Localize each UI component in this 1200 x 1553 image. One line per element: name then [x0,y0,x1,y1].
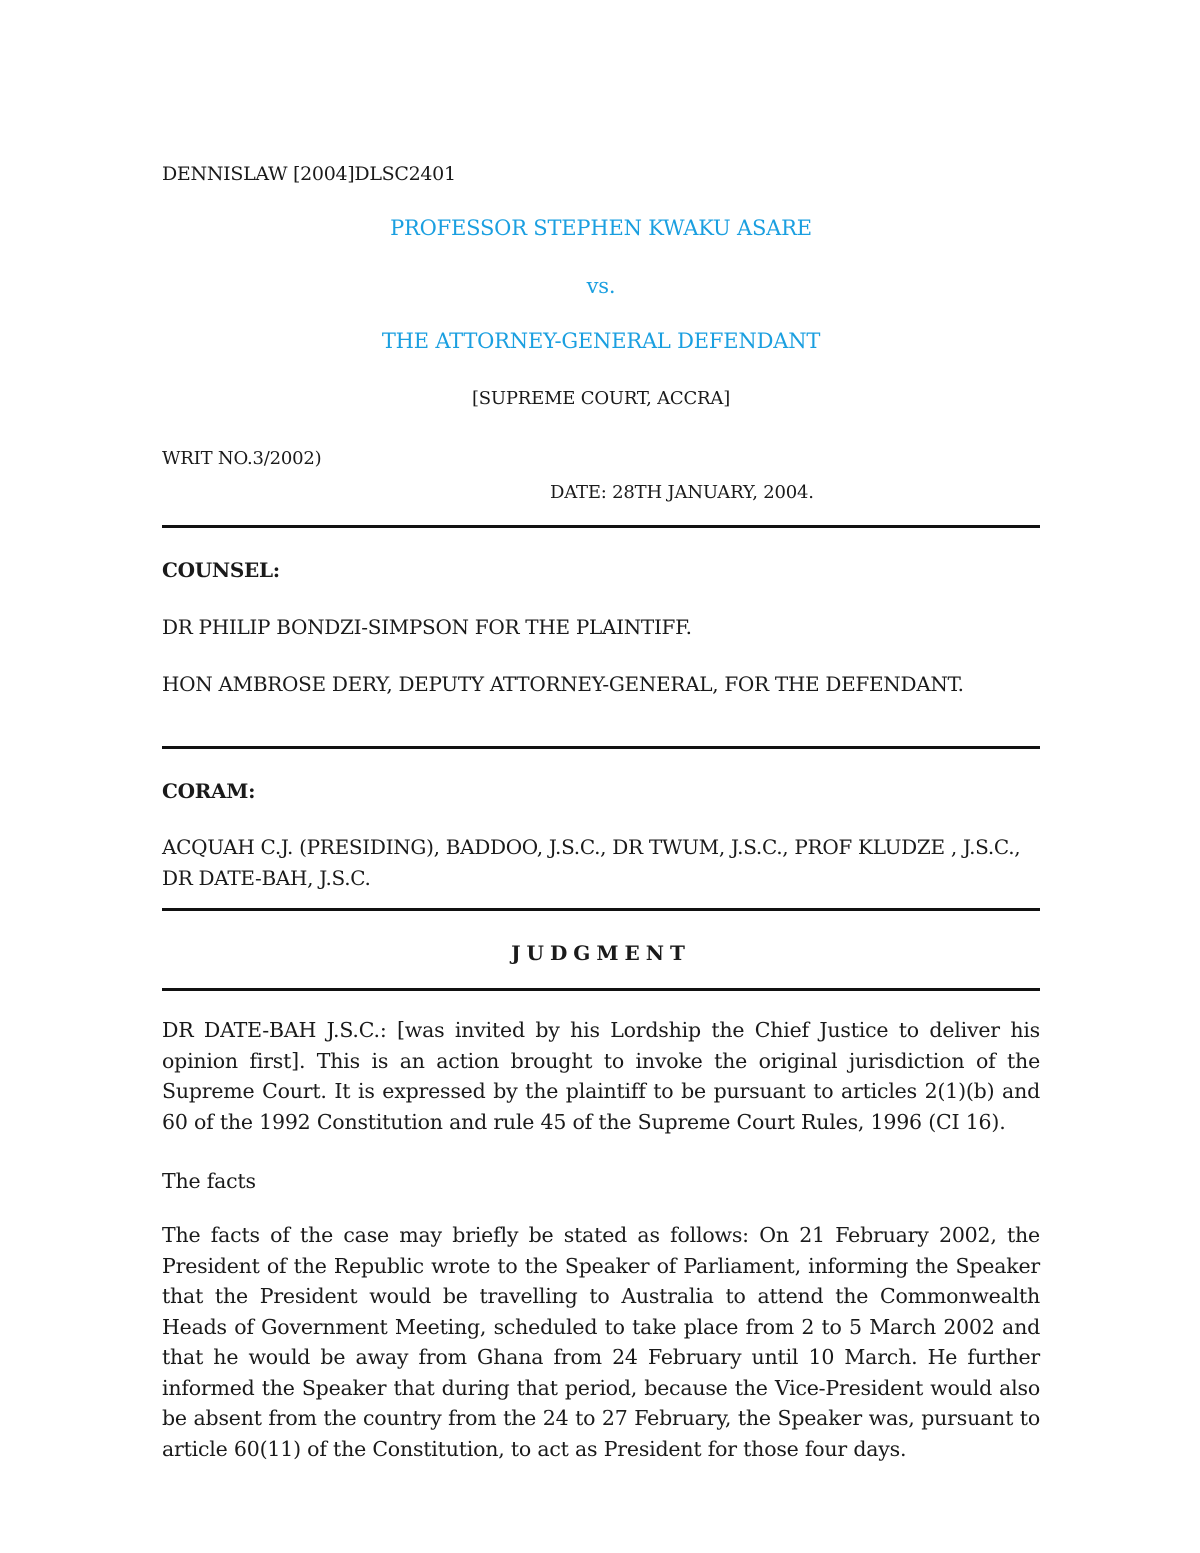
judgment-title: JUDGMENT [511,941,691,965]
coram-heading: CORAM: [162,779,256,803]
plaintiff-name: PROFESSOR STEPHEN KWAKU ASARE [390,216,812,240]
divider [162,746,1040,749]
judgment-date: DATE: 28TH JANUARY, 2004. [550,482,814,503]
court-name: [SUPREME COURT, ACCRA] [471,388,731,409]
case-citation: DENNISLAW [2004]DLSC2401 [162,163,456,185]
judgment-paragraph: The facts of the case may briefly be stated as follows: On 21 February 2002, the President of the Republic wrote to the Speaker of Parliament, informing the Speaker that the President would be travelling to Australia to attend the Commonwealth Heads of Government Meeting, scheduled to take place from 2 to 5 March 2002 and that he would be away from Ghana from 24 February until 10 March. He further informed the Speaker that during that period, because the Vice-President would also be absent from the country from the 24 to 27 February, the Speaker was, pursuant to article 60(11) of the Constitution, to act as President for those four days. [162,1223,1040,1461]
plaintiff-counsel: DR PHILIP BONDZI-SIMPSON FOR THE PLAINTIFF. [162,615,692,639]
divider [162,988,1040,991]
versus-label: vs. [586,274,616,298]
defendant-counsel: HON AMBROSE DERY, DEPUTY ATTORNEY-GENERAL, FOR THE DEFENDANT. [162,672,964,696]
counsel-heading: COUNSEL: [162,558,280,582]
judgment-paragraph: DR DATE-BAH J.S.C.: [was invited by his Lordship the Chief Justice to deliver his opinion first]. This is an action brought to invoke the original jurisdiction of the Supreme Court. It is expressed by the plaintiff to be pursuant to articles 2(1)(b) and 60 of the 1992 Constitution and rule 45 of the Supreme Court Rules, 1996 (CI 16). [162,1018,1040,1134]
writ-number: WRIT NO.3/2002) [162,448,322,469]
divider [162,525,1040,528]
facts-heading: The facts [162,1169,256,1193]
defendant-name: THE ATTORNEY-GENERAL DEFENDANT [381,329,821,353]
coram-judges: ACQUAH C.J. (PRESIDING), BADDOO, J.S.C., DR TWUM, J.S.C., PROF KLUDZE , J.S.C., DR DATE-BAH, J.S.C. [162,835,1021,890]
divider [162,908,1040,911]
